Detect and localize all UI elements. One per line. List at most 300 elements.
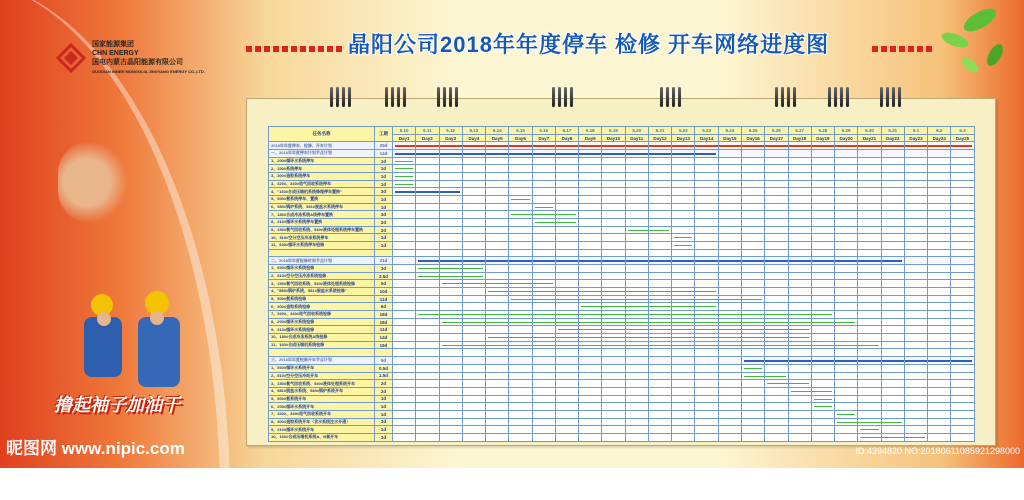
day-cell <box>439 173 462 181</box>
day-cell <box>695 334 718 342</box>
day-cell <box>532 403 555 411</box>
gantt-bar <box>812 260 834 262</box>
day-cell <box>788 364 811 372</box>
day-cell <box>486 426 509 434</box>
day-cell <box>904 318 927 326</box>
day-cell <box>765 303 788 311</box>
day-cell <box>672 272 695 280</box>
gantt-bar <box>556 322 578 323</box>
day-cell <box>579 372 602 380</box>
day-cell <box>555 295 578 303</box>
task-name: 3、150#氧气回收系统、540#液体处理系统开车 <box>269 380 375 388</box>
day-cell <box>462 426 485 434</box>
logo-text-block <box>92 40 205 76</box>
day-cell <box>765 357 788 365</box>
day-cell <box>532 418 555 426</box>
day-cell <box>741 280 764 288</box>
day-cell <box>928 265 951 273</box>
day-cell <box>672 387 695 395</box>
day-cell <box>555 280 578 288</box>
day-cell <box>881 303 904 311</box>
task-name <box>269 349 375 357</box>
gantt-bar <box>486 260 508 262</box>
header-day: Day23 <box>904 134 927 142</box>
day-cell <box>393 249 416 257</box>
day-cell <box>509 249 532 257</box>
task-duration: 2d <box>375 219 393 227</box>
day-cell <box>811 311 834 319</box>
day-cell <box>811 257 834 265</box>
day-cell <box>951 357 974 365</box>
day-cell <box>788 380 811 388</box>
day-cell <box>625 349 648 357</box>
day-cell <box>439 349 462 357</box>
day-cell <box>951 395 974 403</box>
gantt-bar <box>672 306 694 307</box>
day-cell <box>928 242 951 250</box>
day-cell <box>439 334 462 342</box>
day-cell <box>555 249 578 257</box>
day-cell <box>486 272 509 280</box>
gantt-bar <box>765 360 787 362</box>
gantt-bar <box>463 314 485 315</box>
day-cell <box>486 257 509 265</box>
day-cell <box>602 242 625 250</box>
day-cell <box>858 372 881 380</box>
day-cell <box>741 188 764 196</box>
header-day: Day13 <box>672 134 695 142</box>
gantt-bar <box>719 322 741 323</box>
day-cell <box>951 403 974 411</box>
gantt-bar <box>744 360 764 362</box>
day-cell <box>509 173 532 181</box>
day-cell <box>625 234 648 242</box>
day-cell <box>462 226 485 234</box>
day-cell <box>486 418 509 426</box>
day-cell <box>928 249 951 257</box>
day-cell <box>486 303 509 311</box>
header-day: Day17 <box>765 134 788 142</box>
day-cell <box>695 188 718 196</box>
day-cell <box>393 280 416 288</box>
day-cell <box>788 173 811 181</box>
day-cell <box>439 380 462 388</box>
day-cell <box>765 188 788 196</box>
gantt-bar <box>626 299 648 300</box>
gantt-bar <box>440 191 460 193</box>
gantt-bar <box>765 345 787 346</box>
day-cell <box>881 311 904 319</box>
day-cell <box>462 326 485 334</box>
day-cell <box>858 387 881 395</box>
day-cell <box>718 334 741 342</box>
day-cell <box>416 387 439 395</box>
day-cell <box>718 150 741 158</box>
day-cell <box>439 234 462 242</box>
day-cell <box>904 173 927 181</box>
day-cell <box>393 349 416 357</box>
day-cell <box>532 226 555 234</box>
day-cell <box>951 334 974 342</box>
day-cell <box>951 280 974 288</box>
day-cell <box>462 142 485 150</box>
gantt-bar <box>556 299 578 300</box>
day-cell <box>741 226 764 234</box>
table-row <box>269 173 975 181</box>
day-cell <box>579 426 602 434</box>
gantt-bar <box>905 360 927 362</box>
gantt-bar <box>509 337 531 338</box>
watermark-id: ID:4394820 NO:20180611085921298000 <box>855 446 1020 456</box>
day-cell <box>486 203 509 211</box>
day-cell <box>579 357 602 365</box>
day-cell <box>416 364 439 372</box>
gantt-table <box>268 126 975 442</box>
table-row <box>269 334 975 342</box>
day-cell <box>625 387 648 395</box>
gantt-bar <box>579 322 601 323</box>
day-cell <box>788 311 811 319</box>
gantt-bar <box>882 422 902 423</box>
gantt-bar <box>535 207 553 208</box>
gantt-bar <box>602 145 624 147</box>
table-row <box>269 418 975 426</box>
gantt-bar <box>442 283 462 284</box>
day-cell <box>625 272 648 280</box>
table-row <box>269 364 975 372</box>
day-cell <box>579 142 602 150</box>
day-cell <box>579 272 602 280</box>
day-cell <box>462 173 485 181</box>
day-cell <box>509 211 532 219</box>
day-cell <box>718 364 741 372</box>
day-cell <box>788 226 811 234</box>
day-cell <box>532 234 555 242</box>
day-cell <box>811 272 834 280</box>
task-duration: 14d <box>375 150 393 158</box>
day-cell <box>625 380 648 388</box>
day-cell <box>695 303 718 311</box>
day-cell <box>928 318 951 326</box>
day-cell <box>835 150 858 158</box>
day-cell <box>393 173 416 181</box>
gantt-bar <box>533 322 555 323</box>
day-cell <box>416 188 439 196</box>
day-cell <box>555 410 578 418</box>
day-cell <box>811 380 834 388</box>
gantt-bar <box>695 145 717 147</box>
day-cell <box>928 295 951 303</box>
task-name: 2、510#空分空压冷站开车 <box>269 372 375 380</box>
gantt-bar <box>395 176 413 177</box>
day-cell <box>765 219 788 227</box>
day-cell <box>462 288 485 296</box>
table-row <box>269 426 975 434</box>
day-cell <box>811 226 834 234</box>
day-cell <box>858 326 881 334</box>
day-cell <box>555 303 578 311</box>
day-cell <box>602 272 625 280</box>
gantt-bar <box>765 322 787 323</box>
day-cell <box>951 196 974 204</box>
day-cell <box>788 349 811 357</box>
binder-ring <box>552 87 573 107</box>
day-cell <box>928 165 951 173</box>
day-cell <box>579 341 602 349</box>
day-cell <box>579 433 602 441</box>
day-cell <box>462 418 485 426</box>
day-cell <box>835 226 858 234</box>
day-cell <box>672 180 695 188</box>
task-duration: 3.5d <box>375 272 393 280</box>
task-duration: 9d <box>375 357 393 365</box>
binder-ring <box>437 87 458 107</box>
day-cell <box>579 295 602 303</box>
day-cell <box>835 395 858 403</box>
day-cell <box>718 165 741 173</box>
day-cell <box>532 242 555 250</box>
day-cell <box>928 334 951 342</box>
day-cell <box>695 203 718 211</box>
day-cell <box>648 180 671 188</box>
day-cell <box>509 226 532 234</box>
day-cell <box>858 341 881 349</box>
day-cell <box>695 295 718 303</box>
day-cell <box>695 364 718 372</box>
gantt-bar <box>509 345 531 346</box>
day-cell <box>672 242 695 250</box>
gantt-bar <box>440 314 462 315</box>
day-cell <box>625 219 648 227</box>
day-cell <box>625 203 648 211</box>
header-day: Day14 <box>695 134 718 142</box>
day-cell <box>765 418 788 426</box>
task-name: 二、2018年年度检修时间节点计划 <box>269 257 375 265</box>
day-cell <box>811 142 834 150</box>
gantt-bar <box>395 168 413 169</box>
day-cell <box>718 265 741 273</box>
workers-image <box>62 285 197 395</box>
gantt-bar <box>812 391 832 392</box>
day-cell <box>486 357 509 365</box>
gantt-bar <box>533 337 555 338</box>
day-cell <box>951 288 974 296</box>
day-cell <box>555 165 578 173</box>
gantt-bar <box>395 145 415 147</box>
day-cell <box>648 311 671 319</box>
task-name: 1、530#循环水系统检修 <box>269 265 375 273</box>
day-cell <box>579 387 602 395</box>
day-cell <box>625 265 648 273</box>
day-cell <box>788 196 811 204</box>
day-cell <box>951 387 974 395</box>
task-duration: 3d <box>375 433 393 441</box>
gantt-bar <box>602 306 624 307</box>
day-cell <box>625 280 648 288</box>
day-cell <box>462 242 485 250</box>
day-cell <box>648 142 671 150</box>
day-cell <box>532 372 555 380</box>
day-cell <box>695 311 718 319</box>
day-cell <box>695 326 718 334</box>
day-cell <box>858 150 881 158</box>
day-cell <box>602 188 625 196</box>
day-cell <box>695 173 718 181</box>
task-name: 10、160#合成压缩机系统A、B套开车 <box>269 433 375 441</box>
day-cell <box>741 326 764 334</box>
table-row <box>269 272 975 280</box>
gantt-bar <box>719 345 741 346</box>
day-cell <box>881 165 904 173</box>
day-cell <box>718 249 741 257</box>
day-cell <box>695 272 718 280</box>
day-cell <box>602 318 625 326</box>
day-cell <box>951 203 974 211</box>
day-cell <box>835 372 858 380</box>
day-cell <box>648 341 671 349</box>
day-cell <box>602 334 625 342</box>
day-cell <box>625 196 648 204</box>
gantt-bar <box>602 153 624 155</box>
day-cell <box>602 387 625 395</box>
day-cell <box>811 418 834 426</box>
gantt-bar <box>602 322 624 323</box>
day-cell <box>509 157 532 165</box>
header-day: Day16 <box>741 134 764 142</box>
day-cell <box>509 387 532 395</box>
gantt-bar <box>789 345 811 346</box>
day-cell <box>788 211 811 219</box>
gantt-bar <box>418 276 438 277</box>
day-cell <box>811 234 834 242</box>
gantt-bar <box>765 260 787 262</box>
leaves-icon <box>910 0 1010 90</box>
day-cell <box>439 142 462 150</box>
gantt-bar <box>440 153 462 155</box>
day-cell <box>858 157 881 165</box>
day-cell <box>462 357 485 365</box>
day-cell <box>509 288 532 296</box>
day-cell <box>741 203 764 211</box>
day-cell <box>928 303 951 311</box>
day-cell <box>439 318 462 326</box>
task-name: 5、500#氨系统检修 <box>269 295 375 303</box>
day-cell <box>555 157 578 165</box>
day-cell <box>718 311 741 319</box>
day-cell <box>509 318 532 326</box>
gantt-bar <box>672 153 694 155</box>
gantt-bar <box>835 322 855 323</box>
gantt-bar <box>789 383 809 384</box>
day-cell <box>462 203 485 211</box>
day-cell <box>462 380 485 388</box>
table-row <box>269 165 975 173</box>
header-duration: 工期 <box>375 127 393 142</box>
day-cell <box>555 357 578 365</box>
gantt-bar <box>812 314 832 315</box>
day-cell <box>486 372 509 380</box>
day-cell <box>904 410 927 418</box>
day-cell <box>858 318 881 326</box>
day-cell <box>904 303 927 311</box>
day-cell <box>904 280 927 288</box>
day-cell <box>393 357 416 365</box>
day-cell <box>904 165 927 173</box>
task-duration: 1d <box>375 196 393 204</box>
task-duration: 1d <box>375 180 393 188</box>
header-day: Day20 <box>835 134 858 142</box>
day-cell <box>835 380 858 388</box>
day-cell <box>486 334 509 342</box>
day-cell <box>881 349 904 357</box>
day-cell <box>555 242 578 250</box>
gantt-bar <box>812 345 834 346</box>
day-cell <box>951 311 974 319</box>
day-cell <box>648 219 671 227</box>
gantt-bar <box>511 299 531 300</box>
day-cell <box>788 357 811 365</box>
day-cell <box>695 318 718 326</box>
gantt-bar <box>649 306 671 307</box>
header-date: 5.15 <box>509 127 532 135</box>
day-cell <box>579 410 602 418</box>
day-cell <box>928 211 951 219</box>
header-day: Day4 <box>462 134 485 142</box>
table-row <box>269 387 975 395</box>
day-cell <box>393 196 416 204</box>
table-row <box>269 142 975 150</box>
gantt-bar <box>628 230 648 231</box>
day-cell <box>695 426 718 434</box>
gantt-bar <box>556 260 578 262</box>
day-cell <box>928 326 951 334</box>
gantt-bar <box>509 291 531 292</box>
day-cell <box>486 341 509 349</box>
day-cell <box>462 410 485 418</box>
day-cell <box>928 234 951 242</box>
day-cell <box>648 272 671 280</box>
day-cell <box>858 257 881 265</box>
day-cell <box>881 295 904 303</box>
day-cell <box>555 234 578 242</box>
day-cell <box>695 433 718 441</box>
day-cell <box>462 157 485 165</box>
day-cell <box>835 203 858 211</box>
gantt-bar <box>418 260 438 262</box>
day-cell <box>509 311 532 319</box>
day-cell <box>532 380 555 388</box>
gantt-bar <box>695 322 717 323</box>
table-row <box>269 180 975 188</box>
day-cell <box>509 150 532 158</box>
day-cell <box>718 303 741 311</box>
gantt-bar <box>695 314 717 315</box>
day-cell <box>439 219 462 227</box>
gantt-bar <box>602 337 624 338</box>
day-cell <box>788 180 811 188</box>
day-cell <box>835 364 858 372</box>
day-cell <box>416 249 439 257</box>
day-cell <box>439 295 462 303</box>
day-cell <box>811 165 834 173</box>
day-cell <box>648 211 671 219</box>
day-cell <box>416 395 439 403</box>
gantt-bar <box>509 145 531 147</box>
day-cell <box>532 142 555 150</box>
gantt-bar <box>672 145 694 147</box>
day-cell <box>602 357 625 365</box>
day-cell <box>625 173 648 181</box>
